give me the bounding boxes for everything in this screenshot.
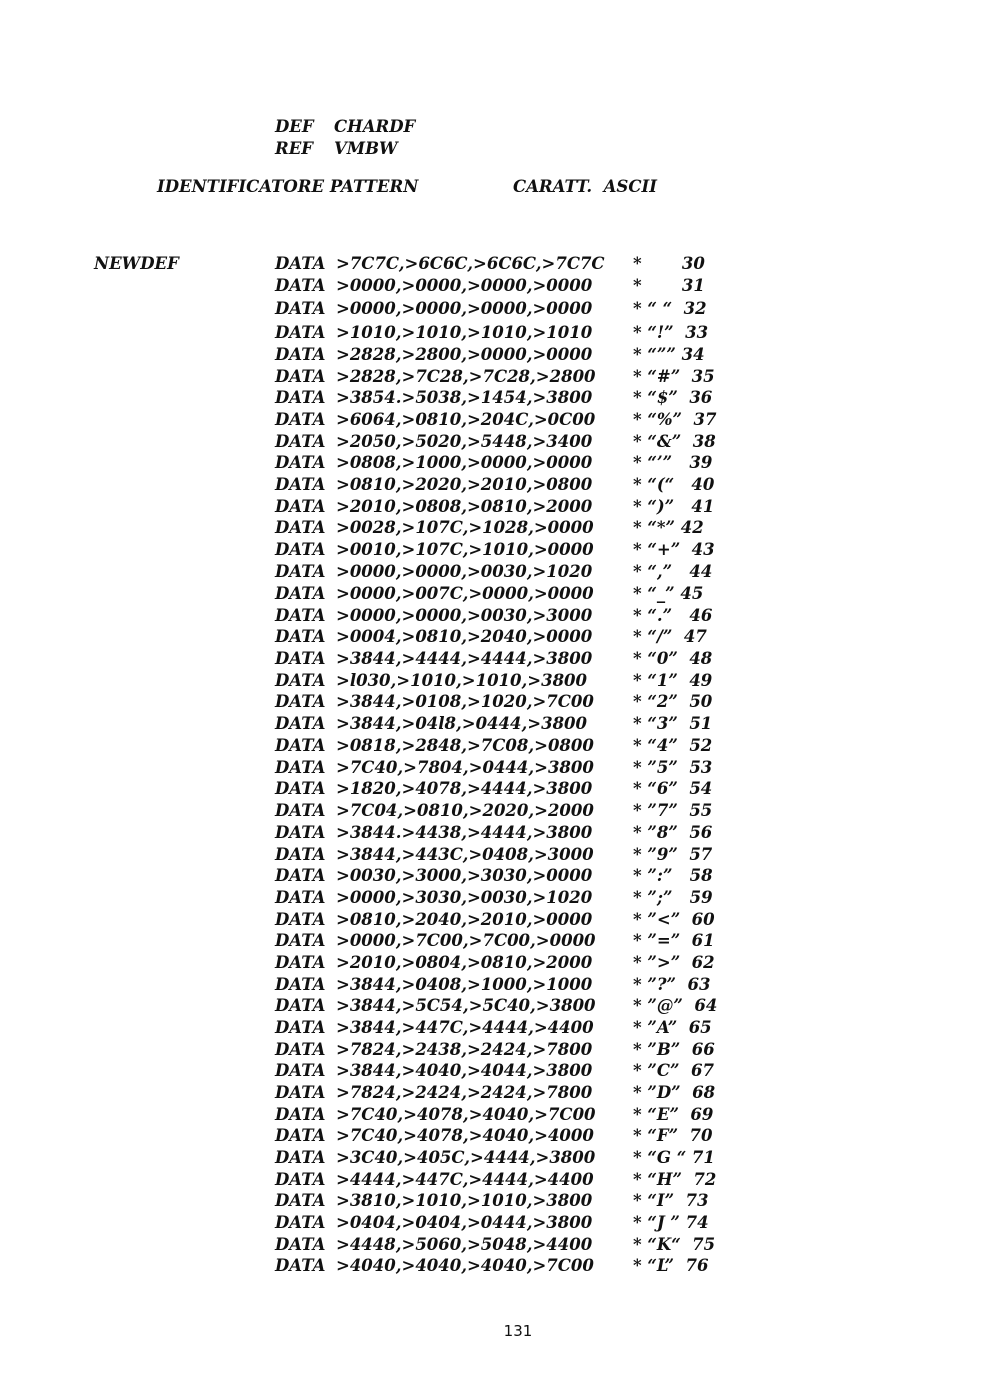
pattern-hex-values: >4448,>5060,>5048,>4400 [336,1235,593,1254]
data-row [0,760,990,781]
pattern-hex-values: >3854.>5038,>1454,>3800 [336,388,593,407]
data-directive: DATA [275,1235,326,1254]
data-directive: DATA [275,996,326,1015]
data-row [0,1172,990,1193]
ascii-comment: * “ “ 32 [633,299,707,318]
ascii-comment: * “”” 34 [633,345,705,364]
data-row [0,1258,990,1279]
ascii-comment: * ”D” 68 [633,1083,716,1102]
pattern-hex-values: >0030,>3000,>3030,>0000 [336,866,593,885]
data-directive: DATA [275,888,326,907]
ascii-comment: * “L” 76 [633,1256,709,1275]
data-row [0,803,990,824]
ascii-comment: * ”<” 60 [633,910,715,929]
ascii-comment: * “#” 35 [633,367,715,386]
data-row [0,256,990,277]
pattern-hex-values: >1820,>4078,>4444,>3800 [336,779,593,798]
ref-value: VMBW [334,139,398,158]
data-row [0,1128,990,1149]
data-row [0,781,990,802]
pattern-hex-values: >3844,>4444,>4444,>3800 [336,649,593,668]
data-directive: DATA [275,562,326,581]
pattern-hex-values: >3844,>0108,>1020,>7C00 [336,692,594,711]
pattern-hex-values: >2050,>5020,>5448,>3400 [336,432,593,451]
data-directive: DATA [275,692,326,711]
pattern-hex-values: >3C40,>405C,>4444,>3800 [336,1148,596,1167]
def-value: CHARDF [334,117,416,136]
data-row [0,369,990,390]
column-heading-ascii: CARATT. ASCII [513,177,657,196]
data-row [0,651,990,672]
pattern-hex-values: >0010,>107C,>1010,>0000 [336,540,594,559]
pattern-hex-values: >0004,>0810,>2040,>0000 [336,627,593,646]
data-directive: DATA [275,627,326,646]
data-directive: DATA [275,475,326,494]
ascii-comment: * 31 [633,276,705,295]
ascii-comment: * ”>” 62 [633,953,715,972]
pattern-hex-values: >0810,>2020,>2010,>0800 [336,475,593,494]
data-directive: DATA [275,736,326,755]
ascii-comment: * “.” 46 [633,606,713,625]
pattern-hex-values: >4444,>447C,>4444,>4400 [336,1170,594,1189]
data-directive: DATA [275,432,326,451]
data-row [0,977,990,998]
ascii-comment: * “2” 50 [633,692,713,711]
data-directive: DATA [275,497,326,516]
data-directive: DATA [275,671,326,690]
pattern-hex-values: >0000,>0000,>0000,>0000 [336,276,593,295]
ascii-comment: * ”;” 59 [633,888,713,907]
pattern-hex-values: >7C7C,>6C6C,>6C6C,>7C7C [336,254,605,273]
pattern-hex-values: >7C04,>0810,>2020,>2000 [336,801,594,820]
data-row [0,933,990,954]
ascii-comment: * “!” 33 [633,323,709,342]
ascii-comment: * ”:” 58 [633,866,713,885]
pattern-hex-values: >7824,>2424,>2424,>7800 [336,1083,593,1102]
newdef-label: NEWDEF [94,254,179,273]
page-number: 131 [503,1322,533,1340]
data-directive: DATA [275,345,326,364]
data-directive: DATA [275,518,326,537]
data-directive: DATA [275,779,326,798]
pattern-hex-values: >0000,>0000,>0030,>1020 [336,562,593,581]
ascii-comment: * “3” 51 [633,714,713,733]
data-directive: DATA [275,299,326,318]
data-row [0,1085,990,1106]
data-row [0,673,990,694]
ascii-comment: * “K“ 75 [633,1235,716,1254]
data-directive: DATA [275,276,326,295]
ascii-comment: * “’” 39 [633,453,713,472]
ascii-comment: * ”=” 61 [633,931,715,950]
data-directive: DATA [275,1170,326,1189]
data-directive: DATA [275,388,326,407]
pattern-hex-values: >3844,>0408,>1000,>1000 [336,975,593,994]
pattern-hex-values: >1010,>1010,>1010,>1010 [336,323,593,342]
data-directive: DATA [275,801,326,820]
def-keyword: DEF [275,117,314,136]
data-row [0,629,990,650]
data-directive: DATA [275,866,326,885]
data-directive: DATA [275,606,326,625]
ascii-comment: * ”?” 63 [633,975,711,994]
data-row [0,412,990,433]
pattern-hex-values: >2010,>0804,>0810,>2000 [336,953,593,972]
data-row [0,912,990,933]
data-row [0,520,990,541]
pattern-hex-values: >0000,>0000,>0000,>0000 [336,299,593,318]
data-directive: DATA [275,931,326,950]
ascii-comment: * “*” 42 [633,518,704,537]
data-row [0,847,990,868]
pattern-hex-values: >3844,>5C54,>5C40,>3800 [336,996,596,1015]
data-directive: DATA [275,1148,326,1167]
ascii-comment: * 30 [633,254,705,273]
data-row [0,1107,990,1128]
pattern-hex-values: >0808,>1000,>0000,>0000 [336,453,593,472]
ascii-comment: * “)” 41 [633,497,715,516]
ascii-comment: * ”A” 65 [633,1018,712,1037]
ascii-comment: * “4” 52 [633,736,713,755]
pattern-hex-values: >2010,>0808,>0810,>2000 [336,497,593,516]
pattern-hex-values: >0000,>3030,>0030,>1020 [336,888,593,907]
ascii-comment: * “+” 43 [633,540,715,559]
ref-keyword: REF [275,139,314,158]
data-directive: DATA [275,584,326,603]
data-directive: DATA [275,323,326,342]
ascii-comment: * “E” 69 [633,1105,714,1124]
pattern-hex-values: >l030,>1010,>1010,>3800 [336,671,588,690]
data-row [0,1042,990,1063]
data-row [0,347,990,368]
pattern-hex-values: >7C40,>4078,>4040,>4000 [336,1126,594,1145]
ascii-comment: * “/” 47 [633,627,707,646]
data-row [0,825,990,846]
pattern-hex-values: >0810,>2040,>2010,>0000 [336,910,593,929]
data-row [0,301,990,322]
column-heading-identifier: IDENTIFICATORE PATTERN [157,177,419,196]
ascii-comment: * ”5” 53 [633,758,713,777]
data-directive: DATA [275,1213,326,1232]
ascii-comment: * “&” 38 [633,432,716,451]
ascii-comment: * “I” 73 [633,1191,709,1210]
pattern-hex-values: >0000,>0000,>0030,>3000 [336,606,593,625]
pattern-hex-values: >3844.>4438,>4444,>3800 [336,823,593,842]
pattern-hex-values: >0028,>107C,>1028,>0000 [336,518,594,537]
data-directive: DATA [275,410,326,429]
data-row [0,955,990,976]
data-row [0,868,990,889]
pattern-hex-values: >7C40,>4078,>4040,>7C00 [336,1105,596,1124]
ascii-comment: * ”8” 56 [633,823,713,842]
data-row [0,1063,990,1084]
data-row [0,434,990,455]
data-row [0,608,990,629]
data-row [0,998,990,1019]
data-directive: DATA [275,1126,326,1145]
ascii-comment: * “%” 37 [633,410,717,429]
pattern-hex-values: >3810,>1010,>1010,>3800 [336,1191,593,1210]
data-row [0,542,990,563]
data-row [0,586,990,607]
ascii-comment: * “$” 36 [633,388,713,407]
data-directive: DATA [275,953,326,972]
data-row [0,278,990,299]
pattern-hex-values: >0818,>2848,>7C08,>0800 [336,736,594,755]
data-directive: DATA [275,1018,326,1037]
pattern-hex-values: >0000,>7C00,>7C00,>0000 [336,931,596,950]
ascii-comment: * “_” 45 [633,584,704,603]
data-directive: DATA [275,910,326,929]
pattern-hex-values: >0000,>007C,>0000,>0000 [336,584,594,603]
ascii-comment: * “1” 49 [633,671,713,690]
data-row [0,1020,990,1041]
data-row [0,564,990,585]
data-row [0,1215,990,1236]
pattern-hex-values: >7824,>2438,>2424,>7800 [336,1040,593,1059]
data-directive: DATA [275,367,326,386]
pattern-hex-values: >0404,>0404,>0444,>3800 [336,1213,593,1232]
ascii-comment: * ”@” 64 [633,996,718,1015]
data-row [0,1237,990,1258]
data-directive: DATA [275,540,326,559]
ascii-comment: * “6” 54 [633,779,713,798]
data-directive: DATA [275,1061,326,1080]
pattern-hex-values: >6064,>0810,>204C,>0C00 [336,410,596,429]
data-directive: DATA [275,758,326,777]
data-row [0,890,990,911]
ascii-comment: * ”C” 67 [633,1061,714,1080]
data-row [0,325,990,346]
ascii-comment: * “0” 48 [633,649,713,668]
data-row [0,455,990,476]
pattern-hex-values: >3844,>443C,>0408,>3000 [336,845,594,864]
data-row [0,738,990,759]
ascii-comment: * ”7” 55 [633,801,713,820]
ascii-comment: * ”B” 66 [633,1040,715,1059]
ascii-comment: * “,” 44 [633,562,713,581]
pattern-hex-values: >3844,>4040,>4044,>3800 [336,1061,593,1080]
data-directive: DATA [275,714,326,733]
pattern-hex-values: >4040,>4040,>4040,>7C00 [336,1256,594,1275]
ascii-comment: * “H” 72 [633,1170,717,1189]
pattern-hex-values: >2828,>2800,>0000,>0000 [336,345,593,364]
data-directive: DATA [275,453,326,472]
pattern-hex-values: >3844,>04l8,>0444,>3800 [336,714,588,733]
ascii-comment: * ”9” 57 [633,845,713,864]
data-directive: DATA [275,845,326,864]
pattern-hex-values: >3844,>447C,>4444,>4400 [336,1018,594,1037]
ascii-comment: * “(“ 40 [633,475,715,494]
data-directive: DATA [275,823,326,842]
data-directive: DATA [275,1040,326,1059]
data-row [0,1150,990,1171]
ascii-comment: * “J ” 74 [633,1213,709,1232]
pattern-hex-values: >2828,>7C28,>7C28,>2800 [336,367,596,386]
data-directive: DATA [275,649,326,668]
data-row [0,1193,990,1214]
data-directive: DATA [275,254,326,273]
data-row [0,499,990,520]
data-directive: DATA [275,1191,326,1210]
data-directive: DATA [275,975,326,994]
ascii-comment: * “F” 70 [633,1126,713,1145]
data-row [0,390,990,411]
ascii-comment: * “G “ 71 [633,1148,715,1167]
data-row [0,716,990,737]
data-directive: DATA [275,1083,326,1102]
data-row [0,477,990,498]
data-row [0,694,990,715]
data-directive: DATA [275,1256,326,1275]
data-directive: DATA [275,1105,326,1124]
pattern-hex-values: >7C40,>7804,>0444,>3800 [336,758,594,777]
